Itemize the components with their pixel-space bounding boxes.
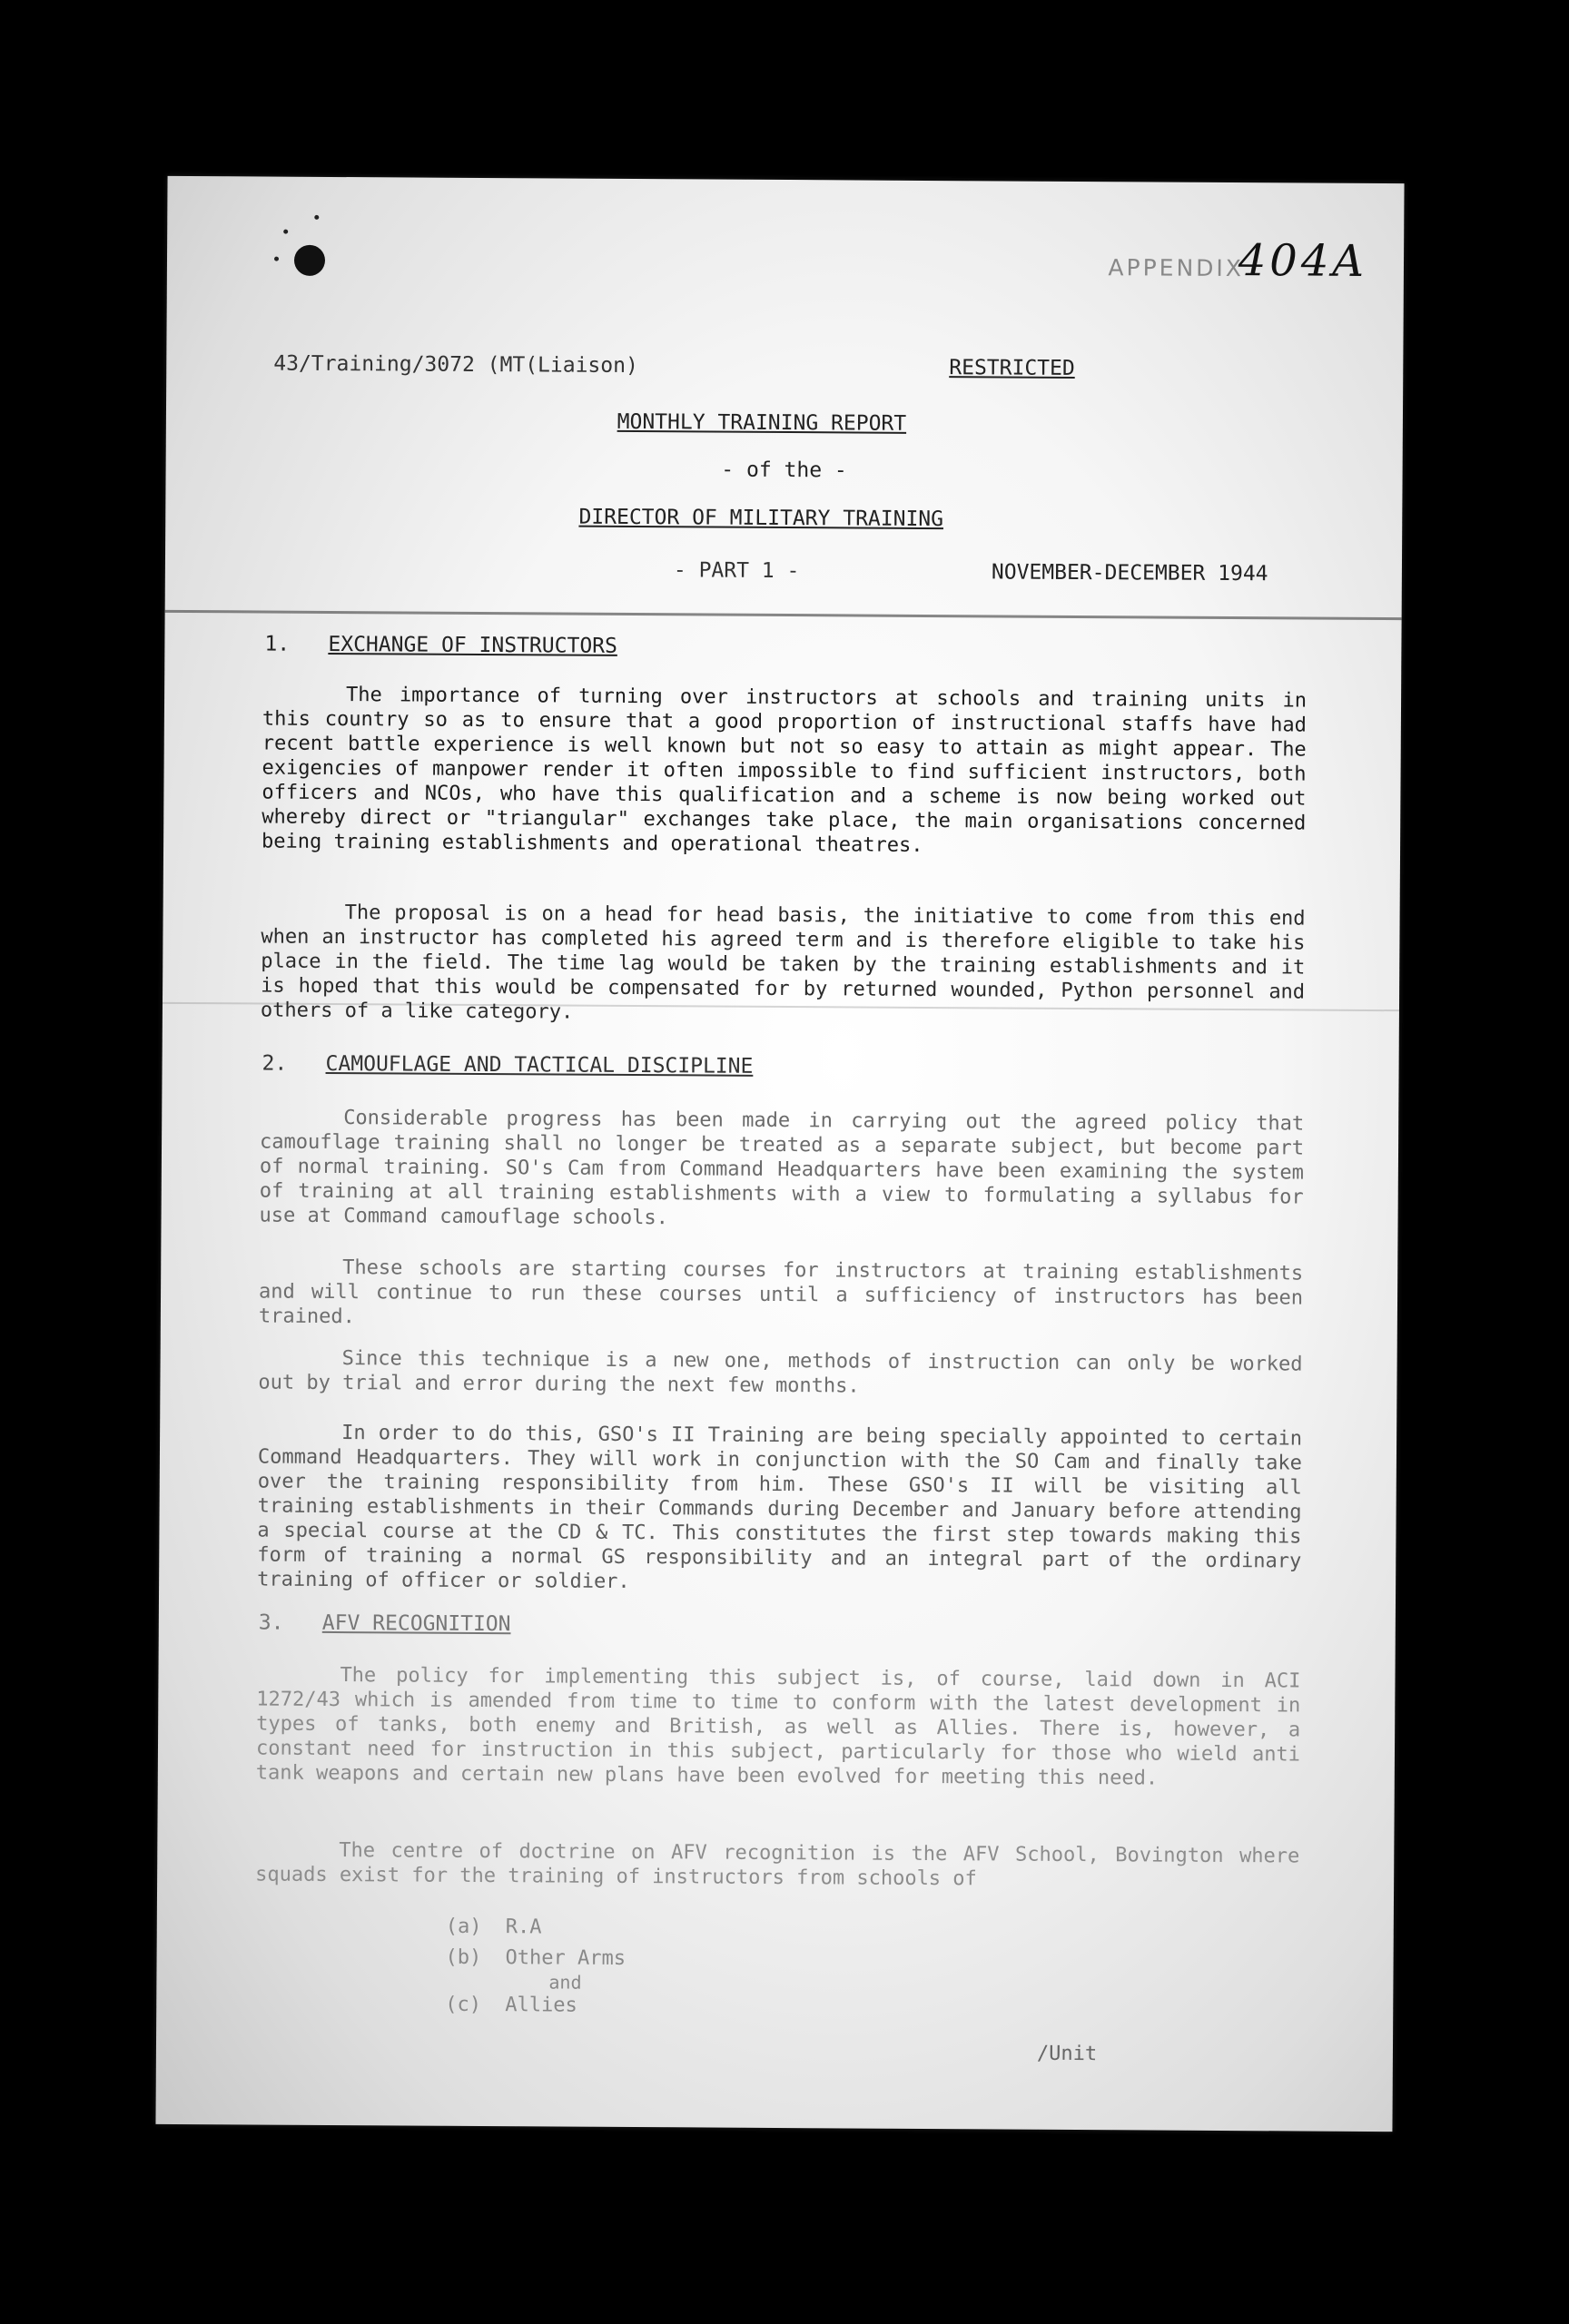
- section-number: 3.: [258, 1610, 284, 1635]
- ink-speck: [274, 257, 279, 261]
- paragraph: The importance of turning over instructors at schools and training units in this country so as to ensure that a good proportion of instructional staffs have had recent battle experience is well known but not so easy to attain as might appear. The exigencies of manpower render it often impossible to find sufficient instructors, both officers and NCOs, who have this qualification and a scheme is now being worked out whereby direct or "triangular" exchanges take place, the main organisations concerned being training establishments and operational theatres.: [262, 684, 1308, 857]
- ink-blot: [294, 245, 325, 276]
- report-title-of: - of the -: [721, 458, 847, 483]
- section-heading: [259, 1611, 511, 1637]
- list-item: [445, 1943, 627, 1994]
- list-text: R.A: [505, 1915, 542, 1939]
- document-page: [155, 176, 1404, 2132]
- list-marker: (b): [445, 1945, 482, 1970]
- reference-number: 43/Training/3072 (MT(Liaison): [273, 351, 638, 379]
- school-list: [445, 1912, 626, 2022]
- ink-speck: [283, 230, 288, 234]
- section-number: 1.: [264, 632, 291, 656]
- list-marker: (a): [445, 1915, 482, 1939]
- paragraph: The centre of doctrine on AFV recognition is the AFV School, Bovington where squads exist for the training of instructors from schools of: [255, 1839, 1300, 1891]
- paper-fold: [165, 610, 1402, 620]
- report-directorate: DIRECTOR OF MILITARY TRAINING: [578, 505, 944, 532]
- paragraph: Since this technique is a new one, methods of instruction can only be worked out by trial and error during the next few months.: [258, 1347, 1303, 1398]
- report-part: - PART 1 -: [673, 558, 800, 584]
- continuation-catchword: /Unit: [1036, 2042, 1098, 2066]
- paragraph: Considerable progress has been made in carrying out the agreed policy that camouflage training shall no longer be treated as a separate subject, but become part of normal training. SO's Cam from Command Headquarters have been examining the system of training at all training establishments with a view to formulating a syllabus for use at Command camouflage schools.: [259, 1107, 1305, 1230]
- list-connector: and: [548, 1971, 582, 1994]
- section-heading: [262, 1052, 754, 1078]
- paragraph: In order to do this, GSO's II Training are being specially appointed to certain Command Headquarters. They will work in conjunction with the SO Cam and finally take over the training responsibility from him. These GSO's II will be visiting all training establishments in their Commands during December and January before attending a special course at the CD & TC. This constitutes the first step towards making this form of training a normal GS responsibility and an integral part of the ordinary training of officer or soldier.: [257, 1422, 1303, 1593]
- paragraph: These schools are starting courses for instructors at training establishments and will continue to run these courses until a sufficiency of instructors has been trained.: [258, 1256, 1304, 1329]
- ink-speck: [314, 215, 319, 220]
- appendix-stamp: APPENDIX: [1108, 254, 1245, 282]
- list-text: Other Arms: [505, 1946, 627, 1970]
- section-number: 2.: [262, 1051, 288, 1076]
- paragraph: The policy for implementing this subject is, of course, laid down in ACI 1272/43 which is amended from time to time to conform with the latest development in types of tanks, both enemy and British, as well as Allies. There is, however, a constant need for instruction in this subject, particularly for those who wield anti tank weapons and certain new plans have been evolved for meeting this need.: [255, 1664, 1301, 1790]
- paragraph: The proposal is on a head for head basis, the initiative to come from this end when an instructor has completed his agreed term and is therefore eligible to take his place in the field. The time lag would be taken by the training establishments and it is hoped that this would be compensated for by returned wounded, Python personnel and others of a like category.: [260, 901, 1306, 1024]
- section-title: AFV RECOGNITION: [321, 1610, 511, 1637]
- appendix-number: 404A: [1238, 235, 1368, 287]
- report-period: NOVEMBER-DECEMBER 1944: [991, 560, 1268, 586]
- list-marker: (c): [445, 1993, 482, 2017]
- list-item: [445, 1990, 626, 2022]
- section-title: CAMOUFLAGE AND TACTICAL DISCIPLINE: [325, 1051, 754, 1078]
- list-text: Allies: [505, 1994, 577, 2017]
- list-item: [446, 1912, 627, 1944]
- classification-mark: RESTRICTED: [949, 356, 1075, 380]
- section-heading: [264, 633, 617, 658]
- report-title: MONTHLY TRAINING REPORT: [617, 409, 907, 436]
- section-title: EXCHANGE OF INSTRUCTORS: [328, 632, 617, 658]
